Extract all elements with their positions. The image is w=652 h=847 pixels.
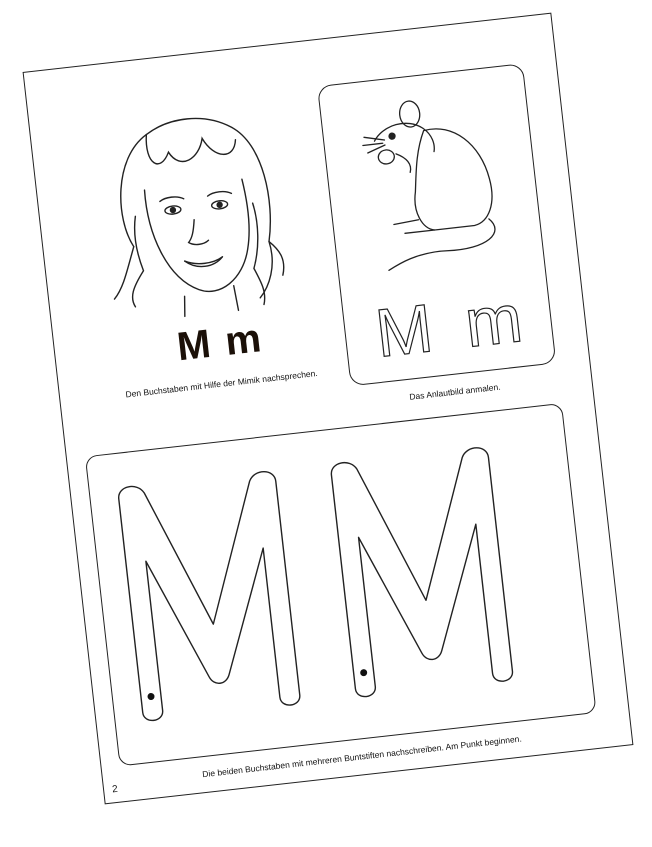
letter-pair-heading: M m xyxy=(174,315,266,370)
outline-letter-lower: m xyxy=(461,280,526,362)
start-dot-icon xyxy=(147,693,155,701)
anlaut-picture-card xyxy=(317,63,556,386)
caption-color: Das Anlautbild anmalen. xyxy=(408,381,502,402)
outline-letters xyxy=(367,280,534,372)
trace-letter-m-2 xyxy=(330,447,513,698)
trace-area xyxy=(85,403,597,767)
start-dot-icon xyxy=(360,669,368,677)
outline-letter-upper: M xyxy=(371,290,437,372)
page-number: 2 xyxy=(111,783,119,796)
face-illustration xyxy=(62,78,322,338)
caption-mimic: Den Buchstaben mit Hilfe der Mimik nachsprechen. xyxy=(124,367,319,400)
trace-letter-m-1 xyxy=(118,470,301,721)
mouse-illustration xyxy=(350,82,519,273)
caption-trace: Die beiden Buchstaben mit mehreren Buntstiften nachschreiben. Am Punkt beginnen. xyxy=(201,733,523,780)
worksheet-page xyxy=(23,13,634,805)
